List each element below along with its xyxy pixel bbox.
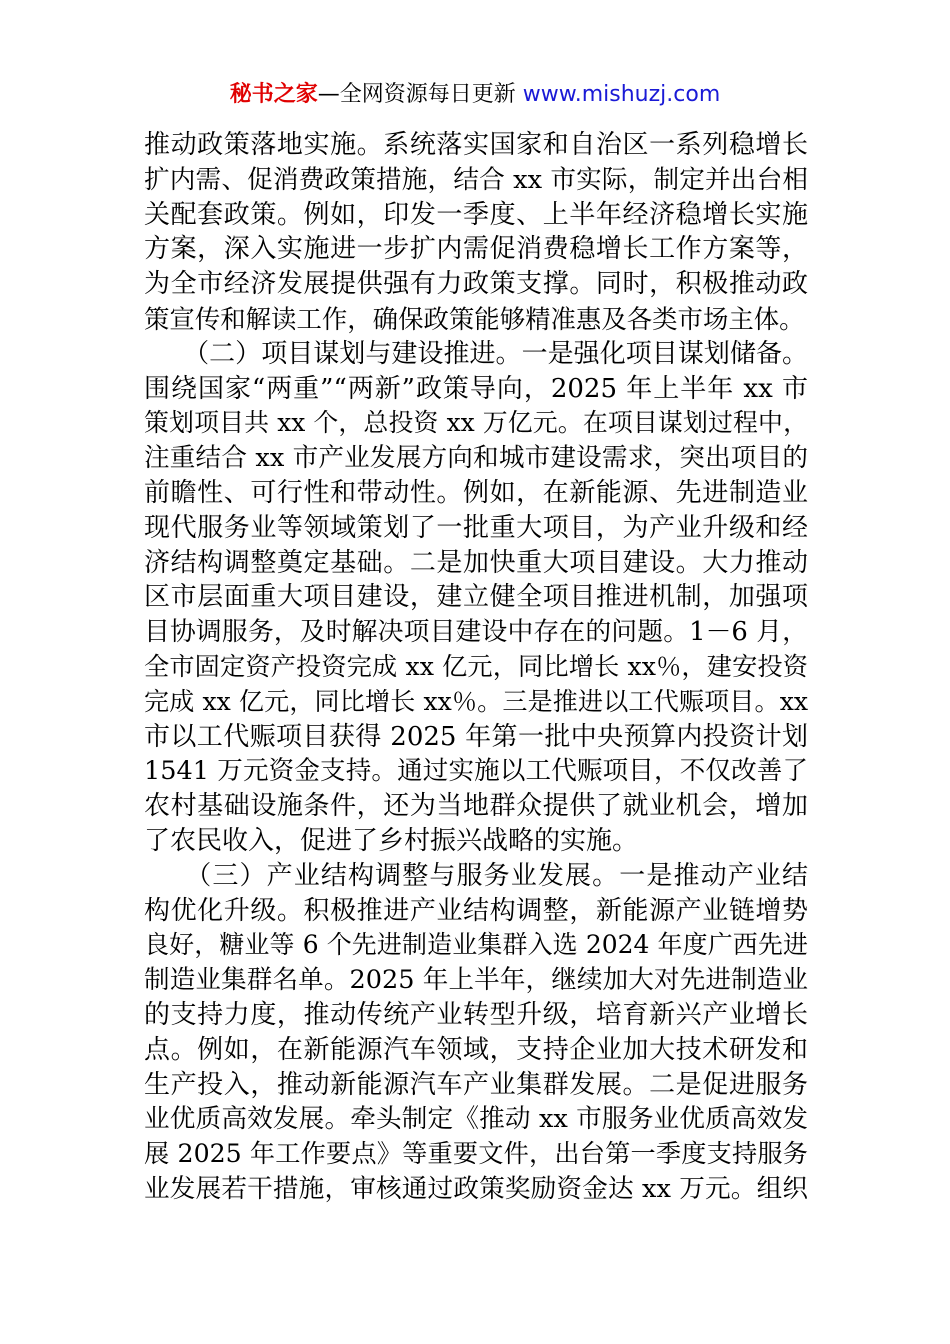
brand-name: 秘书之家: [229, 82, 318, 107]
text-line: 济结构调整奠定基础。二是加快重大项目建设。大力推动: [144, 547, 808, 578]
text-line: 市以工代赈项目获得 2025 年第一批中央预算内投资计划: [144, 721, 808, 752]
text-line: 良好，糖业等 6 个先进制造业集群入选 2024 年度广西先进: [144, 930, 808, 960]
site-header: [0, 80, 950, 110]
document-body: [144, 128, 808, 1207]
text-line: 注重结合 xx 市产业发展方向和城市建设需求，突出项目的: [144, 443, 808, 474]
text-line: 业发展若干措施，审核通过政策奖励资金达 xx 万元。组织: [144, 1173, 808, 1204]
text-line: 扩内需、促消费政策措施，结合 xx 市实际，制定并出台相: [144, 164, 808, 195]
site-url-link[interactable]: www.mishuzj.com: [522, 82, 721, 107]
header-tagline: —全网资源每日更新: [317, 82, 516, 107]
text-line: 现代服务业等领域策划了一批重大项目，为产业升级和经: [144, 512, 808, 543]
text-line: 的支持力度，推动传统产业转型升级，培育新兴产业增长: [144, 999, 808, 1030]
text-line: 完成 xx 亿元，同比增长 xx％。三是推进以工代赈项目。xx: [144, 686, 808, 716]
text-line: 目协调服务，及时解决项目建设中存在的问题。1－6 月，: [144, 617, 808, 648]
text-line: 方案，深入实施进一步扩内需促消费稳增长工作方案等，: [144, 234, 808, 265]
text-line: 制造业集群名单。2025 年上半年，继续加大对先进制造业: [144, 965, 808, 996]
text-line: 点。例如，在新能源汽车领域，支持企业加大技术研发和: [144, 1034, 808, 1065]
text-line: 关配套政策。例如，印发一季度、上半年经济稳增长实施: [144, 199, 808, 230]
text-line: 1541 万元资金支持。通过实施以工代赈项目，不仅改善了: [144, 756, 808, 787]
text-line: 区市层面重大项目建设，建立健全项目推进机制，加强项: [144, 582, 808, 613]
text-line: 展 2025 年工作要点》等重要文件，出台第一季度支持服务: [144, 1139, 808, 1169]
text-line: 推动政策落地实施。系统落实国家和自治区一系列稳增长: [144, 130, 808, 160]
text-line: 策宣传和解读工作，确保政策能够精准惠及各类市场主体。: [144, 303, 805, 334]
section-heading-line: （三）产业结构调整与服务业发展。一是推动产业结: [144, 860, 808, 891]
text-line: 为全市经济发展提供强有力政策支撑。同时，积极推动政: [144, 269, 808, 300]
text-line: 构优化升级。积极推进产业结构调整，新能源产业链增势: [144, 895, 808, 926]
text-line: 策划项目共 xx 个，总投资 xx 万亿元。在项目谋划过程中，: [144, 408, 808, 438]
text-line: 业优质高效发展。牵头制定《推动 xx 市服务业优质高效发: [144, 1104, 808, 1135]
text-line: 生产投入，推动新能源汽车产业集群发展。二是促进服务: [144, 1069, 808, 1100]
text-line: 围绕国家“两重”“两新”政策导向，2025 年上半年 xx 市: [144, 373, 808, 404]
text-line: 前瞻性、可行性和带动性。例如，在新能源、先进制造业: [144, 477, 808, 508]
section-heading-line: （二）项目谋划与建设推进。一是强化项目谋划储备。: [144, 338, 808, 369]
text-line: 全市固定资产投资完成 xx 亿元，同比增长 xx％，建安投资: [144, 651, 808, 681]
text-line: 农村基础设施条件，还为当地群众提供了就业机会，增加: [144, 791, 808, 822]
text-line: 了农民收入，促进了乡村振兴战略的实施。: [144, 825, 639, 856]
